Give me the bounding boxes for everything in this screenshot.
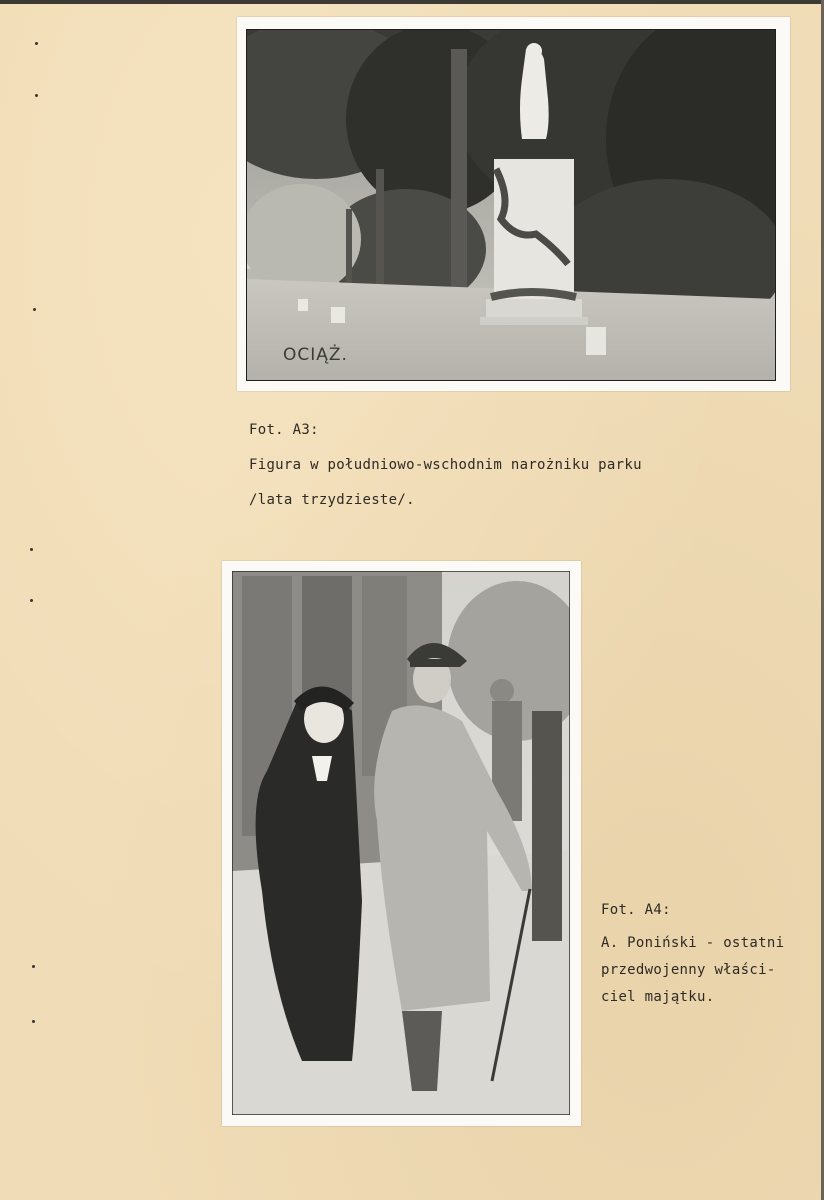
caption-a3-line-2: /lata trzydzieste/. bbox=[249, 492, 415, 508]
margin-mark bbox=[35, 42, 38, 45]
caption-a3-label: Fot. A3: bbox=[249, 422, 319, 438]
photo-a4 bbox=[222, 561, 581, 1126]
margin-mark bbox=[30, 548, 33, 551]
margin-mark bbox=[30, 599, 33, 602]
statue-in-park-image bbox=[246, 29, 776, 381]
caption-a4-line-1: A. Poniński - ostatni bbox=[601, 935, 785, 951]
photo-a3 bbox=[237, 17, 790, 391]
caption-a4-line-3: ciel majątku. bbox=[601, 989, 715, 1005]
photo-inscription: OCIĄŻ. bbox=[283, 345, 348, 365]
margin-mark bbox=[32, 965, 35, 968]
caption-a4-label: Fot. A4: bbox=[601, 902, 671, 918]
page-top-edge bbox=[0, 0, 824, 4]
caption-a4-line-2: przedwojenny właści- bbox=[601, 962, 776, 978]
couple-on-street-image bbox=[232, 571, 570, 1115]
margin-mark bbox=[35, 94, 38, 97]
margin-mark bbox=[32, 1020, 35, 1023]
margin-mark bbox=[33, 308, 36, 311]
caption-a3-line-1: Figura w południowo-wschodnim narożniku parku bbox=[249, 457, 642, 473]
